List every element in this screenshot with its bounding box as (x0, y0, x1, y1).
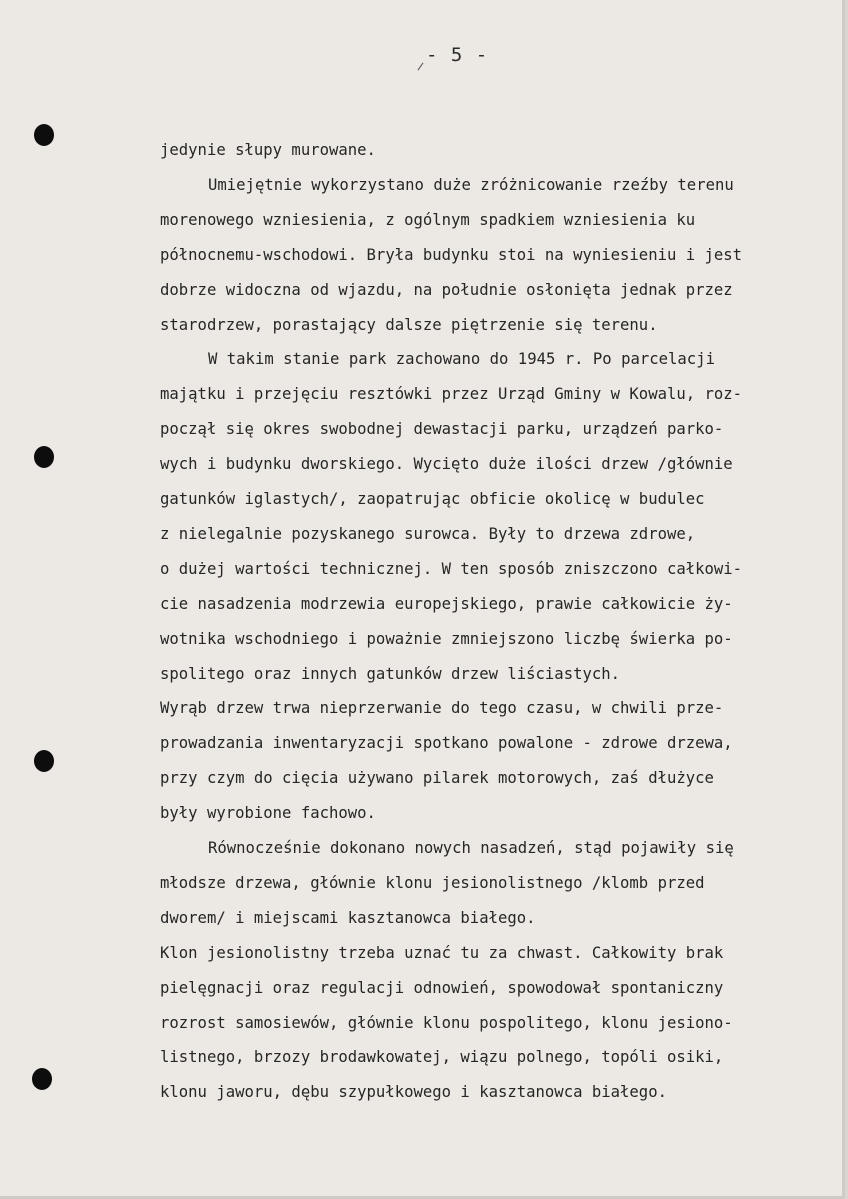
text-line: przy czym do cięcia używano pilarek motorowych, zaś dłużyce (160, 769, 714, 787)
text-line: morenowego wzniesienia, z ogólnym spadkiem wzniesienia ku (160, 211, 696, 229)
page-number: - 5 - (426, 44, 489, 66)
text-line: młodsze drzewa, głównie klonu jesionolistnego /klomb przed (160, 874, 705, 892)
text-line: dobrze widoczna od wjazdu, na południe osłonięta jednak przez (160, 281, 733, 299)
text-line: Klon jesionolistny trzeba uznać tu za chwast. Całkowity brak (160, 944, 724, 962)
text-line: prowadzania inwentaryzacji spotkano powalone - zdrowe drzewa, (160, 734, 733, 752)
text-line: o dużej wartości technicznej. W ten sposób zniszczono całkowi- (160, 560, 743, 578)
text-line: jedynie słupy murowane. (160, 141, 376, 159)
punch-hole (34, 750, 54, 772)
text-line: spolitego oraz innych gatunków drzew liściastych. (160, 665, 621, 683)
text-line: listnego, brzozy brodawkowatej, wiązu polnego, topóli osiki, (160, 1048, 724, 1066)
text-line: gatunków iglastych/, zaopatrując obficie okolicę w budulec (160, 490, 705, 508)
text-line: były wyrobione fachowo. (160, 804, 376, 822)
punch-hole (32, 1068, 52, 1090)
text-line: starodrzew, porastający dalsze piętrzenie się terenu. (160, 316, 658, 334)
text-line: cie nasadzenia modrzewia europejskiego, prawie całkowicie ży- (160, 595, 733, 613)
text-line: wych i budynku dworskiego. Wycięto duże ilości drzew /głównie (160, 455, 733, 473)
text-line: pielęgnacji oraz regulacji odnowień, spowodował spontaniczny (160, 979, 724, 997)
text-line: dworem/ i miejscami kasztanowca białego. (160, 909, 536, 927)
text-line: majątku i przejęciu resztówki przez Urząd Gminy w Kowalu, roz- (160, 385, 743, 403)
text-line: W takim stanie park zachowano do 1945 r. Po parcelacji (208, 350, 715, 368)
text-line: począł się okres swobodnej dewastacji parku, urządzeń parko- (160, 420, 724, 438)
text-line: rozrost samosiewów, głównie klonu pospolitego, klonu jesiono- (160, 1014, 733, 1032)
punch-hole (34, 446, 54, 468)
text-line: Wyrąb drzew trwa nieprzerwanie do tego czasu, w chwili prze- (160, 699, 724, 717)
text-line: Umiejętnie wykorzystano duże zróżnicowanie rzeźby terenu (208, 176, 734, 194)
text-line: Równocześnie dokonano nowych nasadzeń, stąd pojawiły się (208, 839, 734, 857)
text-line: klonu jaworu, dębu szypułkowego i kasztanowca białego. (160, 1083, 667, 1101)
text-line: z nielegalnie pozyskanego surowca. Były to drzewa zdrowe, (160, 525, 696, 543)
stray-mark (418, 63, 424, 71)
text-line: wotnika wschodniego i poważnie zmniejszono liczbę świerka po- (160, 630, 733, 648)
punch-hole (34, 124, 54, 146)
text-line: północnemu-wschodowi. Bryła budynku stoi na wyniesieniu i jest (160, 246, 743, 264)
